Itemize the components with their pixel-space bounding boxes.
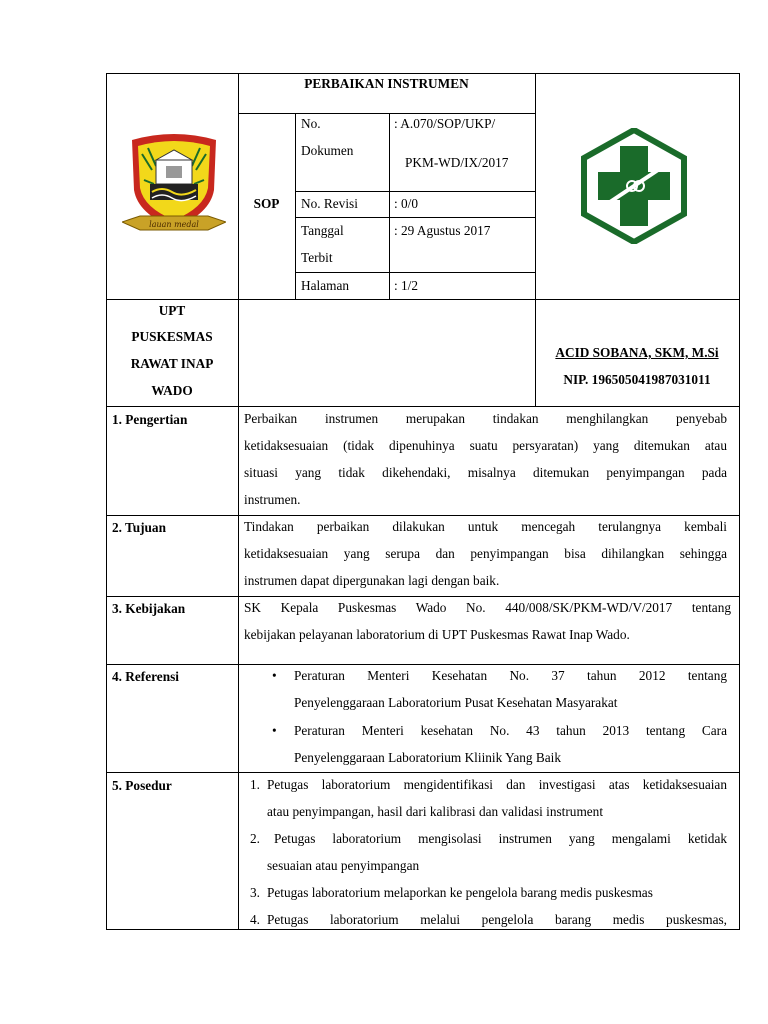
posedur-item-1-num: 1.: [250, 777, 260, 792]
referensi-item-2-line-1: Peraturan Menteri kesehatan No. 43 tahun 2013 tentang Cara: [294, 723, 727, 738]
issue-date-label: Tanggal: [301, 223, 344, 238]
posedur-item-2-line-1: Petugas laboratorium mengisolasi instrumen yang mengalami ketidak: [274, 831, 727, 846]
org-line-1: UPT: [158, 303, 186, 318]
pengertian-line-4: instrumen.: [244, 492, 301, 507]
svg-text:lauan medal: lauan medal: [149, 220, 199, 229]
referensi-item-2-line-2: Penyelenggaraan Laboratorium Kliinik Yang Baik: [294, 750, 561, 765]
referensi-item-1-line-2: Penyelenggaraan Laboratorium Pusat Kesehatan Masyarakat: [294, 695, 618, 710]
posedur-item-3-num: 3.: [250, 885, 260, 900]
posedur-item-2-num: 2.: [250, 831, 260, 846]
posedur-item-4-num: 4.: [250, 912, 260, 927]
referensi-item-1-line-1: Peraturan Menteri Kesehatan No. 37 tahun 2012 tentang: [294, 668, 727, 683]
regency-shield-icon: [122, 130, 226, 238]
section-label-tujuan: 2. Tujuan: [112, 520, 166, 535]
issue-date-label-2: Terbit: [301, 250, 333, 265]
pengertian-line-1: Perbaikan instrumen merupakan tindakan menghilangkan penyebab: [244, 411, 727, 426]
org-line-3: RAWAT INAP: [130, 356, 214, 371]
page-label: Halaman: [301, 278, 349, 293]
doc-number-label-2: Dokumen: [301, 143, 354, 158]
revision-value: : 0/0: [394, 196, 419, 211]
revision-label: No. Revisi: [301, 196, 358, 211]
posedur-item-3-line-1: Petugas laboratorium melaporkan ke pengelola barang medis puskesmas: [267, 885, 653, 900]
pengertian-line-2: ketidaksesuaian (tidak dipenuhinya suatu persyaratan) yang ditemukan atau: [244, 438, 727, 453]
doc-number-value-2: PKM-WD/IX/2017: [405, 155, 509, 170]
section-label-referensi: 4. Referensi: [112, 669, 179, 684]
bullet-icon: •: [272, 723, 277, 738]
bullet-icon: •: [272, 668, 277, 683]
doc-number-value: : A.070/SOP/UKP/: [394, 116, 496, 131]
pengertian-line-3: situasi yang tidak dikehendaki, misalnya ditemukan penyimpangan pada: [244, 465, 727, 480]
section-label-pengertian: 1. Pengertian: [112, 412, 188, 427]
org-line-4: WADO: [151, 383, 193, 398]
tujuan-line-2: ketidaksesuaian yang serupa dan penyimpangan bisa dihilangkan sehingga: [244, 546, 727, 561]
kebijakan-line-2: kebijakan pelayanan laboratorium di UPT Puskesmas Rawat Inap Wado.: [244, 627, 630, 642]
tujuan-line-1: Tindakan perbaikan dilakukan untuk mencegah terulangnya kembali: [244, 519, 727, 534]
posedur-item-4-line-1: Petugas laboratorium melalui pengelola barang medis puskesmas,: [267, 912, 727, 927]
posedur-item-1-line-2: atau penyimpangan, hasil dari kalibrasi dan validasi instrument: [267, 804, 604, 819]
regency-logo: [122, 130, 226, 238]
puskesmas-cross-icon: [580, 128, 688, 244]
posedur-item-2-line-2: sesuaian atau penyimpangan: [267, 858, 420, 873]
page-value: : 1/2: [394, 278, 419, 293]
signatory-nip: NIP. 196505041987031011: [563, 372, 711, 387]
sop-label: SOP: [253, 196, 280, 211]
puskesmas-logo: [580, 128, 688, 244]
org-line-2: PUSKESMAS: [131, 329, 213, 344]
posedur-item-1-line-1: Petugas laboratorium mengidentifikasi dan investigasi atas ketidaksesuaian: [267, 777, 727, 792]
kebijakan-line-1: SK Kepala Puskesmas Wado No. 440/008/SK/PKM-WD/V/2017 tentang: [244, 600, 731, 615]
doc-number-label: No.: [301, 116, 321, 131]
issue-date-value: : 29 Agustus 2017: [394, 223, 491, 238]
document-title: PERBAIKAN INSTRUMEN: [304, 76, 469, 91]
signatory-name: ACID SOBANA, SKM, M.Si: [555, 345, 719, 360]
section-label-posedur: 5. Posedur: [112, 778, 172, 793]
section-label-kebijakan: 3. Kebijakan: [112, 601, 186, 616]
tujuan-line-3: instrumen dapat dipergunakan lagi dengan baik.: [244, 573, 500, 588]
